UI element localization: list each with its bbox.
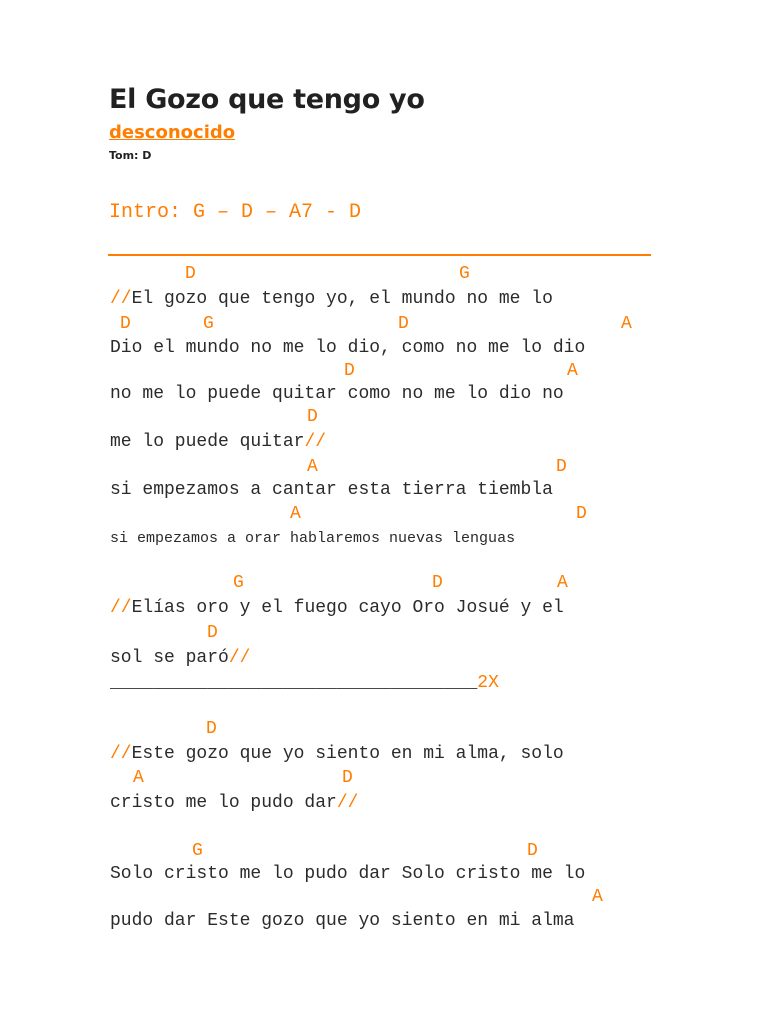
chord: D <box>307 407 318 427</box>
chord: D <box>206 719 217 739</box>
chord: D <box>527 841 538 861</box>
chord: D <box>576 504 587 524</box>
repeat-mark: // <box>110 598 132 618</box>
lyric-text: El gozo que tengo yo, el mundo no me lo <box>131 289 553 309</box>
lyric-text: sol se paró <box>110 648 229 668</box>
lyric-line: no me lo puede quitar como no me lo dio no <box>110 384 564 404</box>
lyric-line <box>110 649 250 667</box>
chord: A <box>290 504 301 524</box>
chord: D <box>432 573 443 593</box>
lyric-line: si empezamos a orar hablaremos nuevas lenguas <box>110 530 516 547</box>
chord: D <box>344 361 355 381</box>
chord: A <box>592 887 603 907</box>
chord: D <box>342 768 353 788</box>
lyric-line <box>110 745 564 763</box>
song-key: Tom: D <box>109 149 152 162</box>
separator-line <box>110 674 499 692</box>
chord: A <box>567 361 578 381</box>
lyric-line <box>110 433 326 451</box>
chord: G <box>459 264 470 284</box>
repeat-mark: // <box>304 432 327 452</box>
chord: D <box>120 314 131 334</box>
chord: A <box>557 573 568 593</box>
chord: A <box>307 457 318 477</box>
lyric-line <box>110 290 553 308</box>
chord: D <box>185 264 196 284</box>
chord: A <box>133 768 144 788</box>
chord: A <box>621 314 632 334</box>
lyric-text: Elías oro y el fuego cayo Oro Josué y el <box>131 598 564 618</box>
lyric-text: me lo puede quitar <box>110 432 305 452</box>
lyric-line: pudo dar Este gozo que yo siento en mi alma <box>110 911 575 931</box>
chord: G <box>192 841 203 861</box>
intro-divider <box>108 254 651 256</box>
repeat-count: 2X <box>477 673 499 693</box>
lyric-text: cristo me lo pudo dar <box>110 793 337 813</box>
song-title: El Gozo que tengo yo <box>109 84 425 115</box>
separator: __________________________________ <box>110 673 478 693</box>
chord: G <box>233 573 244 593</box>
repeat-mark: // <box>110 744 132 764</box>
lyric-text: Este gozo que yo siento en mi alma, solo <box>131 744 564 764</box>
chord: G <box>203 314 214 334</box>
chord: D <box>398 314 409 334</box>
lyric-line <box>110 794 358 812</box>
lyric-line: si empezamos a cantar esta tierra tiembla <box>110 480 553 500</box>
lyric-line: Dio el mundo no me lo dio, como no me lo dio <box>110 338 586 358</box>
repeat-mark: // <box>228 648 251 668</box>
repeat-mark: // <box>336 793 359 813</box>
lyric-line: Solo cristo me lo pudo dar Solo cristo me lo <box>110 864 586 884</box>
intro-line: Intro: G – D – A7 - D <box>109 201 362 224</box>
chord: D <box>207 623 218 643</box>
repeat-mark: // <box>110 289 132 309</box>
artist-link[interactable]: desconocido <box>109 122 236 143</box>
lyric-line <box>110 599 564 617</box>
chord: D <box>556 457 567 477</box>
